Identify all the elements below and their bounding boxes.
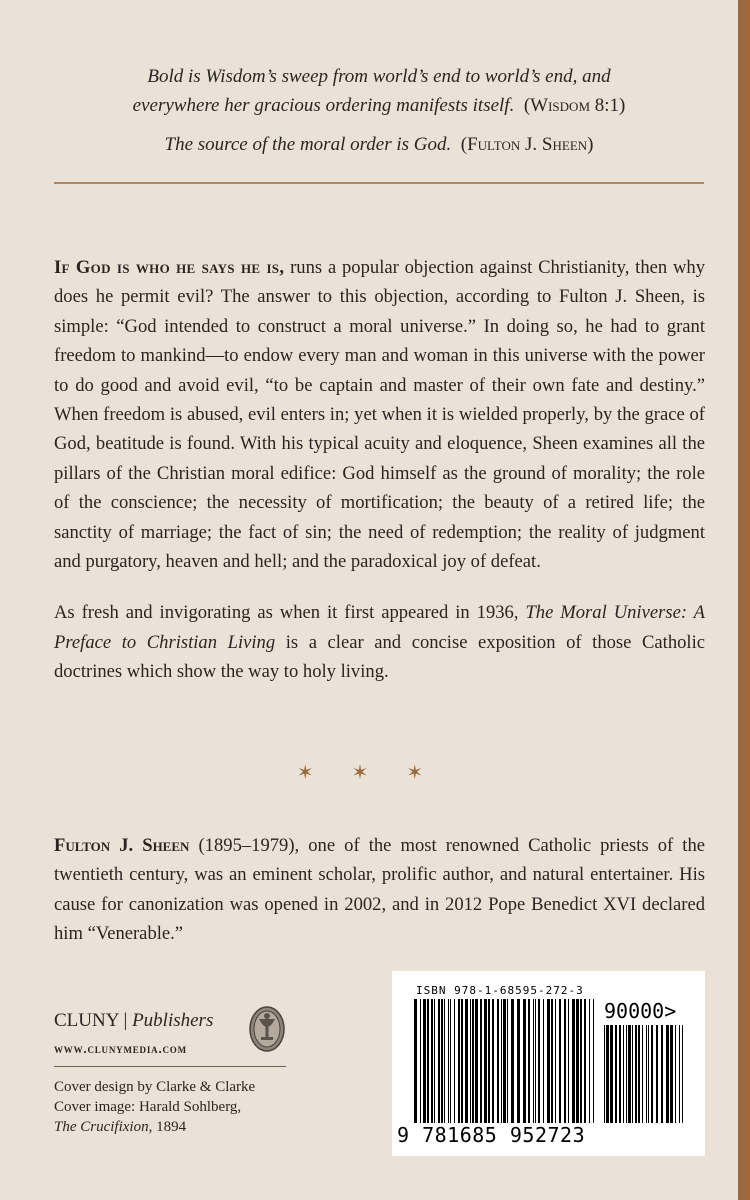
spine-edge [738, 0, 750, 1200]
barcode-bar [670, 1025, 673, 1123]
publisher-divider [54, 1066, 286, 1067]
author-bio [54, 831, 705, 949]
barcode-bar [511, 999, 514, 1123]
epigraph-wisdom-line1: Bold is Wisdom’s sweep from world’s end to world’s end, and [147, 66, 611, 87]
epigraph-wisdom-line2: everywhere her gracious ordering manifests itself. [132, 95, 515, 116]
barcode-bar [648, 1025, 649, 1123]
chalice-seal-icon [247, 1005, 287, 1053]
barcode-bar [584, 999, 586, 1123]
barcode-bar [635, 1025, 637, 1123]
barcode-bar [666, 1025, 669, 1123]
addon-barcode-icon [604, 1025, 684, 1123]
description-para1-text: runs a popular objection against Christianity, then why does he permit evil? The answer to this objection, according to Fulton J. Sheen, is simple: “God intended to construct a moral universe.” In doing so, he had to grant freedom to mankind—to endow every man and woman in this universe with the power to do good and avoid evil, “to be captain and master of their own fate and destiny.” When freedom is abused, evil enters in; yet when it is wielded properly, by the grace of God, beatitude is found. With his typical acuity and eloquence, Sheen examines all the pillars of the Christian moral edifice: God himself as the ground of morality; the role of the conscience; the necessity of mortification; the beauty of a retired life; the sanctity of marriage; the fact of sin; the need of redemption; the reality of judgment and purgatory, heaven and hell; and the paradoxical joy of defeat. [54, 257, 706, 573]
barcode-bar [454, 999, 455, 1123]
author-bio-text: (1895–1979), one of the most renowned Catholic priests of the twentieth century, was an eminent scholar, prolific author, and natural entertainer. His cause for canonization was opened in 2002, and in 2012 Pope Benedict XVI declared him “Venerable.” [54, 835, 705, 945]
barcode-bar [475, 999, 478, 1123]
design-credit: Cover design by Clarke & Clarke [54, 1079, 256, 1095]
barcode-bar [564, 999, 566, 1123]
barcode-bar [461, 999, 463, 1123]
description-paragraph-2 [54, 598, 705, 686]
description-lead: If God is who he says he is, [54, 257, 285, 278]
barcode-bar [675, 1025, 676, 1123]
barcode-bar [604, 1025, 605, 1123]
cover-credits [54, 1077, 255, 1137]
barcode-bar [626, 1025, 627, 1123]
isbn-barcode [392, 971, 705, 1156]
book-description [54, 253, 705, 687]
image-title: The Crucifixion [54, 1119, 149, 1135]
barcode-bar [517, 999, 520, 1123]
author-name: Fulton J. Sheen [54, 835, 190, 856]
ean13-barcode-icon [414, 999, 596, 1123]
publisher-brand: CLUNY [54, 1010, 119, 1031]
barcode-bar [589, 999, 590, 1123]
barcode-bar [682, 1025, 683, 1123]
barcode-bar [472, 999, 474, 1123]
epigraph-wisdom-source: (Wisdom 8:1) [523, 95, 626, 116]
barcode-bar [606, 1025, 609, 1123]
barcode-bar [523, 999, 526, 1123]
barcode-bar [646, 1025, 647, 1123]
barcode-bar [661, 1025, 663, 1123]
publisher-separator: | [123, 1010, 128, 1031]
barcode-bar [632, 1025, 633, 1123]
barcode-bar [450, 999, 451, 1123]
barcode-bar [470, 999, 471, 1123]
barcode-bar [551, 999, 553, 1123]
barcode-bar [414, 999, 417, 1123]
publisher-label: Publishers [132, 1010, 214, 1031]
image-year: , 1894 [148, 1119, 187, 1135]
barcode-bar [679, 1025, 680, 1123]
barcode-bar [420, 999, 421, 1123]
barcode-bar [533, 999, 534, 1123]
image-credit: Cover image: Harald Sohlberg, [54, 1099, 242, 1115]
barcode-bar [441, 999, 443, 1123]
barcode-bar [458, 999, 460, 1123]
barcode-bar [434, 999, 435, 1123]
barcode-bar [656, 1025, 658, 1123]
barcode-bar [497, 999, 499, 1123]
barcode-bar [480, 999, 482, 1123]
barcode-bar [610, 1025, 613, 1123]
barcode-bar [568, 999, 569, 1123]
barcode-bar [423, 999, 426, 1123]
barcode-bar [535, 999, 536, 1123]
barcode-bar [593, 999, 594, 1123]
barcode-bar [619, 1025, 621, 1123]
barcode-bar [488, 999, 490, 1123]
barcode-bar [528, 999, 530, 1123]
epigraphs [54, 62, 704, 159]
publisher-name [54, 1010, 213, 1032]
barcode-bar [543, 999, 544, 1123]
barcode-bar [427, 999, 429, 1123]
epigraph-divider [54, 182, 704, 184]
barcode-bar [623, 1025, 624, 1123]
description-paragraph-1 [54, 253, 705, 576]
barcode-bar [507, 999, 508, 1123]
star-ornament: ✶✶✶ [296, 762, 462, 784]
barcode-bar [431, 999, 433, 1123]
image-title-line [54, 1117, 255, 1137]
price-code: 90000> [604, 999, 677, 1023]
barcode-bar [628, 1025, 631, 1123]
barcode-bar [444, 999, 445, 1123]
barcode-bar [538, 999, 540, 1123]
epigraph-sheen-quote: The source of the moral order is God. [164, 134, 452, 155]
barcode-bar [615, 1025, 617, 1123]
barcode-bar [559, 999, 561, 1123]
barcode-bar [638, 1025, 640, 1123]
barcode-bar [572, 999, 575, 1123]
book-title: The Moral Universe: A Preface to Christian Living [54, 602, 705, 653]
epigraph-sheen-source: (Fulton J. Sheen) [460, 134, 594, 155]
barcode-bar [465, 999, 468, 1123]
isbn-label: ISBN 978-1-68595-272-3 [416, 984, 584, 997]
barcode-bar [501, 999, 502, 1123]
barcode-bar [438, 999, 440, 1123]
barcode-bar [555, 999, 556, 1123]
publisher-url: www.clunymedia.com [54, 1041, 187, 1056]
barcode-bar [547, 999, 550, 1123]
isbn-digits: 9 781685 952723 [397, 1123, 586, 1147]
barcode-bar [576, 999, 579, 1123]
epigraph-sheen [54, 130, 704, 159]
barcode-bar [492, 999, 494, 1123]
epigraph-wisdom [54, 62, 704, 120]
barcode-bar [651, 1025, 653, 1123]
barcode-bar [642, 1025, 643, 1123]
barcode-bar [580, 999, 582, 1123]
barcode-bar [484, 999, 487, 1123]
barcode-bar [503, 999, 506, 1123]
description-para2-end: is a clear and concise exposition of those Catholic doctrines which show the way to holy living. [54, 631, 705, 683]
barcode-bar [448, 999, 449, 1123]
description-para2-start: As fresh and invigorating as when it first appeared in 1936, [54, 602, 526, 624]
